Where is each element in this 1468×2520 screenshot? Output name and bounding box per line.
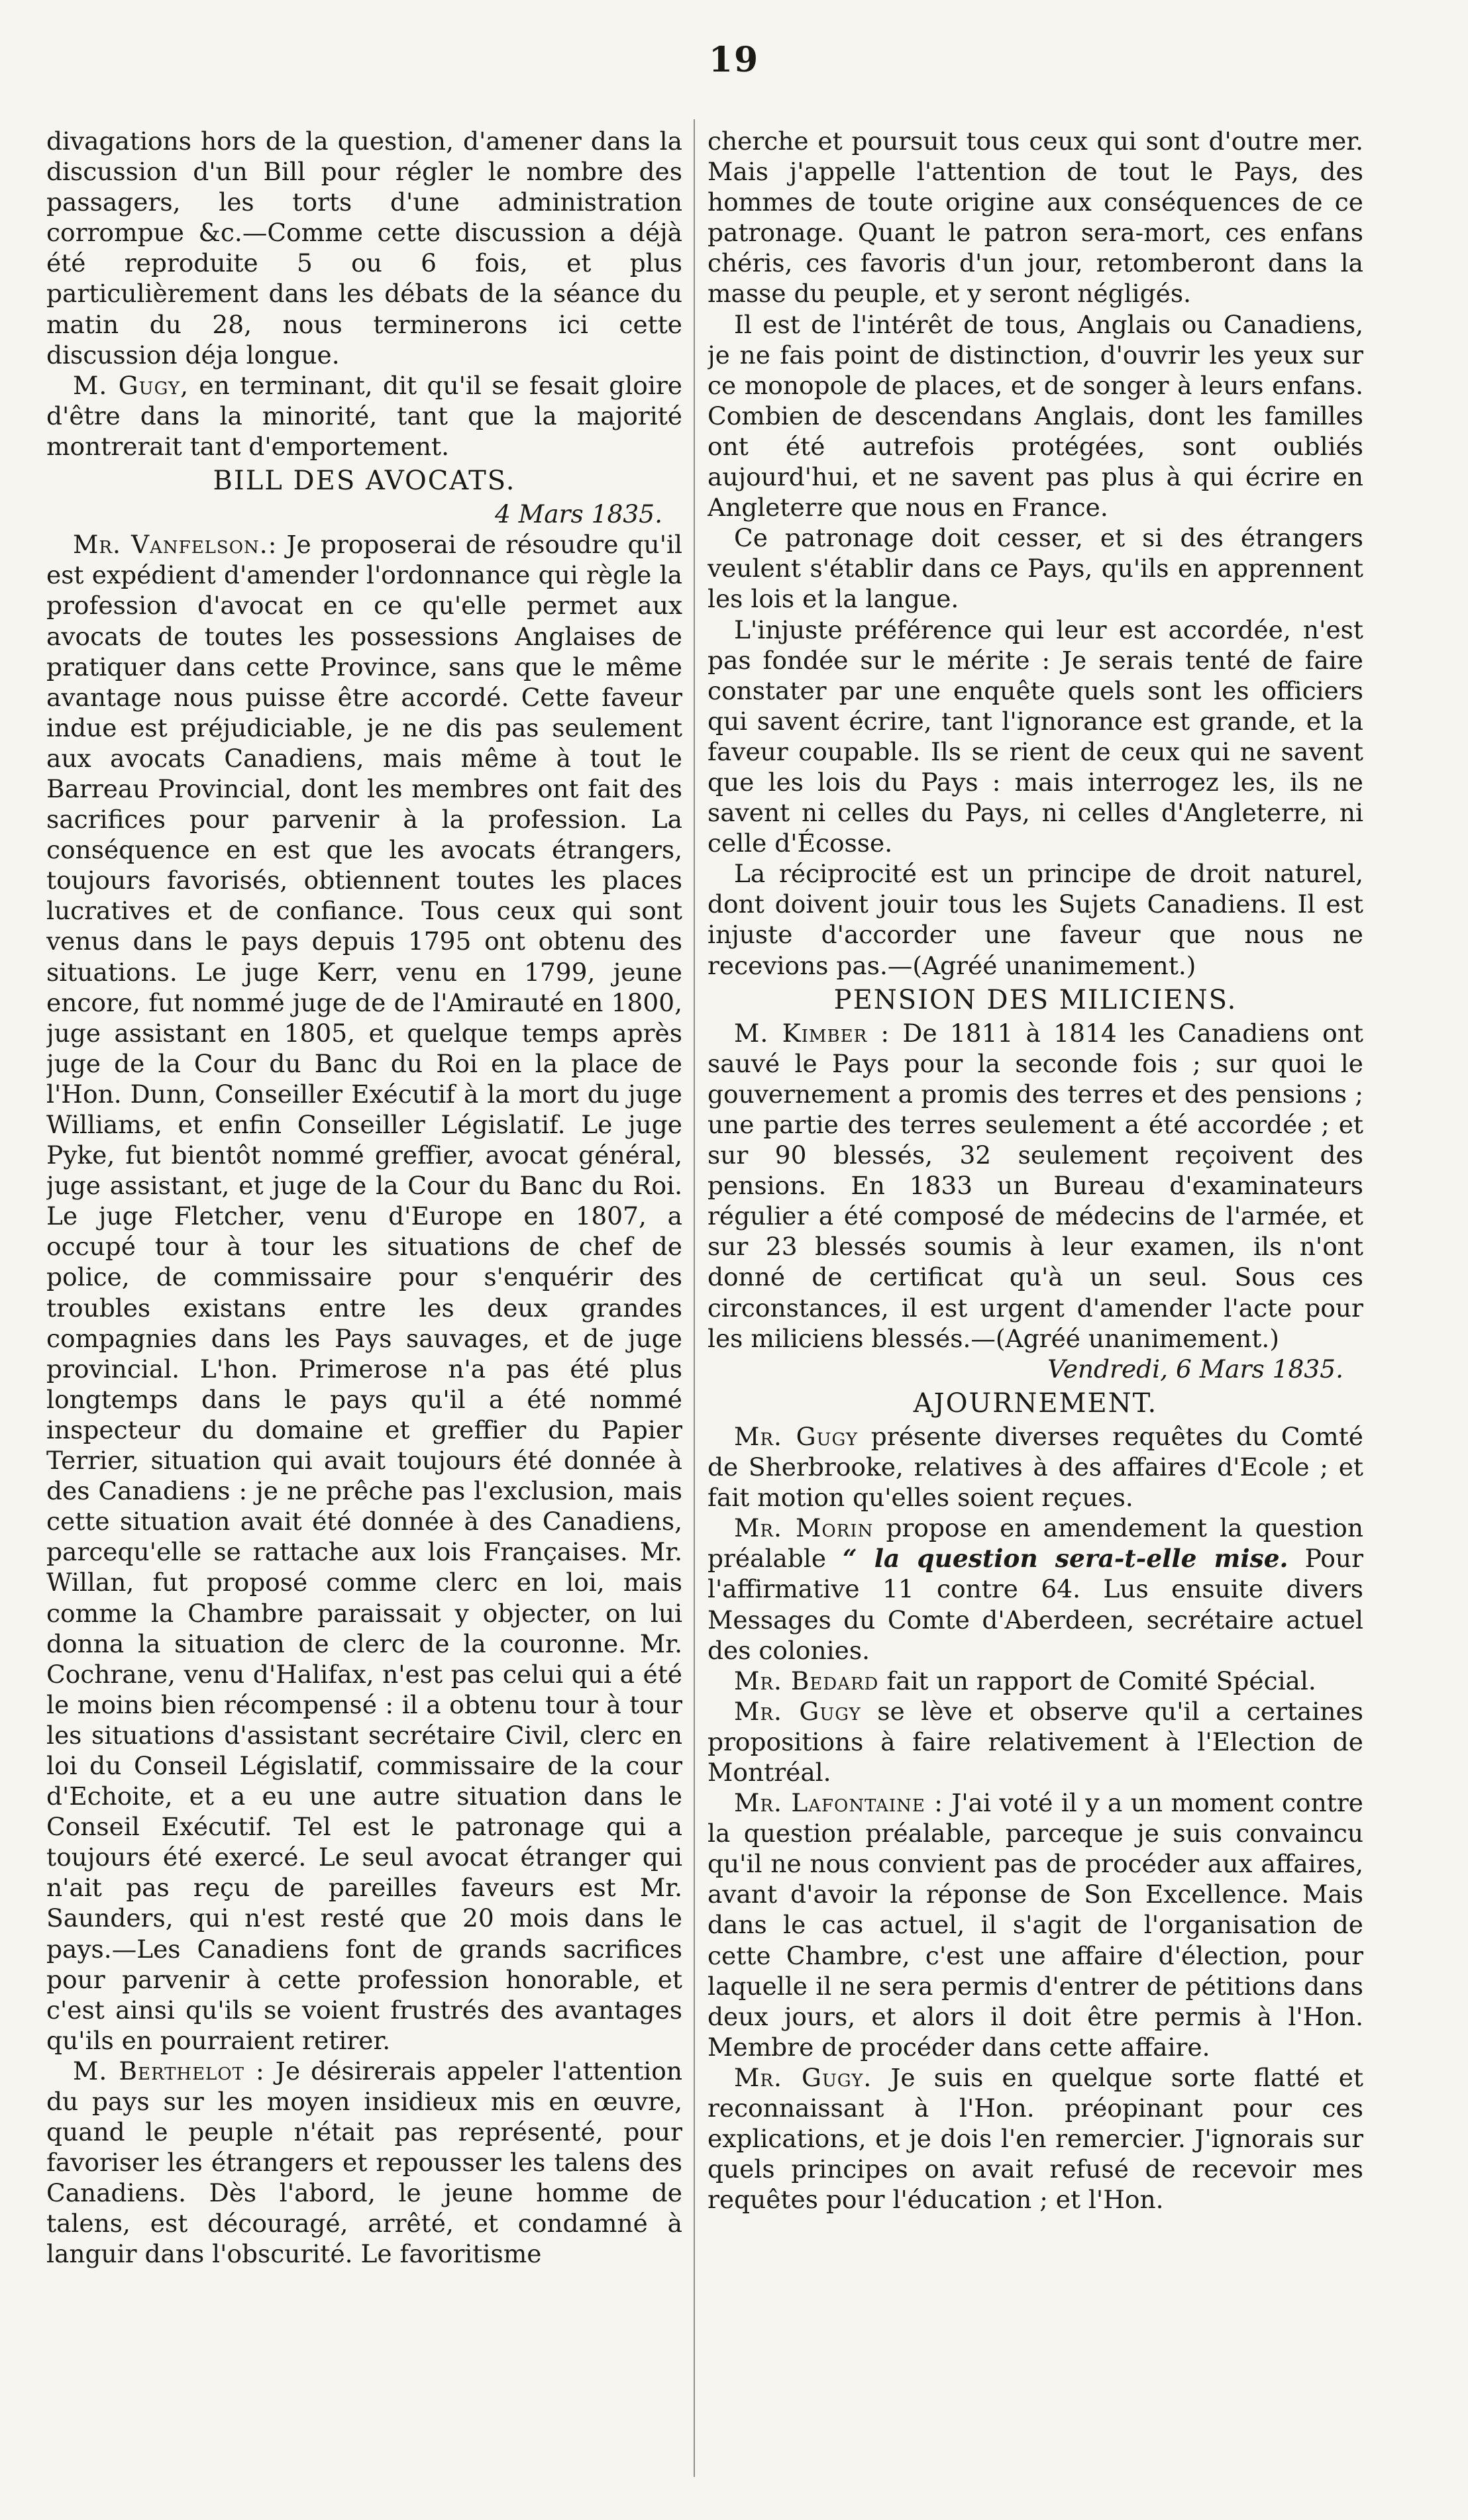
speaker-name: Mr. Gugy bbox=[734, 1421, 858, 1451]
paragraph-text: propose en amendement la question préalable bbox=[708, 1513, 1363, 1574]
section-heading: PENSION DES MILICIENS. bbox=[833, 984, 1237, 1015]
paragraph bbox=[46, 370, 682, 462]
speaker-name: Mr. Bedard bbox=[734, 1666, 879, 1695]
left-column bbox=[46, 126, 682, 2484]
paragraph bbox=[708, 2062, 1363, 2215]
paragraph: Il est de l'intérêt de tous, Anglais ou Canadiens, je ne fais point de distinction, d'ouvrir les yeux sur ce monopole de places, et de songer à leurs enfans. Combien de descendans Anglais, dont les familles ont été autrefois protégées, sont oubliés aujourd'hui, et ne savent pas plus à qui écrire en Angleterre que nous en France. bbox=[708, 309, 1363, 523]
paragraph-text: se lève et observe qu'il a certaines propositions à faire relativement à l'Election de Montréal. bbox=[708, 1696, 1363, 1787]
paragraph-text: présente diverses requêtes du Comté de Sherbrooke, relatives à des affaires d'Ecole ; et fait motion qu'elles soient reçues. bbox=[708, 1421, 1363, 1513]
speaker-name: Mr. Morin bbox=[734, 1513, 874, 1543]
paragraph bbox=[708, 1788, 1363, 2062]
speaker-name: M. Berthelot : bbox=[73, 2056, 265, 2086]
paragraph: L'injuste préférence qui leur est accordée, n'est pas fondée sur le mérite : Je serais tenté de faire constater par une enquête quels sont les officiers qui savent écrire, tant l'ignorance est grande, et la faveur coupable. Ils se rient de ceux qui ne savent que les lois du Pays : mais interrogez les, ils ne savent ni celles du Pays, ni celles d'Angleterre, ni celle d'Écosse. bbox=[708, 615, 1363, 858]
right-column bbox=[708, 126, 1363, 2484]
paragraph bbox=[46, 529, 682, 2056]
paragraph-text: Je désirerais appeler l'attention du pays sur les moyen insidieux mis en œuvre, quand le peuple n'était pas représenté, pour favoriser les étrangers et repousser les talens des Canadiens. Dès l'abord, le jeune homme de talens, est découragé, arrêté, et condamné à languir dans l'obscurité. Le favoritisme bbox=[46, 2056, 682, 2269]
paragraph-text: Je proposerai de résoudre qu'il est expédient d'amender l'ordonnance qui règle la profession d'avocat en ce qu'elle permet aux avocats de toutes les possessions Anglaises de pratiquer dans cette Province, sans que le même avantage nous puisse être accordé. Cette faveur indue est préjudiciable, je ne dis pas seulement aux avocats Canadiens, mais même à tout le Barreau Provincial, dont les membres ont fait des sacrifices pour parvenir à la profession. La conséquence en est que les avocats étrangers, toujours favorisés, obtiennent toutes les places lucratives et de confiance. Tous ceux qui sont venus dans le pays depuis 1795 ont obtenu des situations. Le juge Kerr, venu en 1799, jeune encore, fut nommé juge de de l'Amirauté en 1800, juge assistant en 1805, et quelque temps après juge de la Cour du Banc du Roi en la place de l'Hon. Dunn, Conseiller Exécutif à la mort du juge Williams, et enfin Conseiller Législatif. Le juge Pyke, fut bientôt nommé greffier, avocat général, juge assistant, et juge de la Cour du Banc du Roi. Le juge Fletcher, venu d'Europe en 1807, a occupé tour à tour les situations de chef de police, de commissaire pour s'enquérir des troubles existans entre les deux grandes compagnies dans les Pays sauvages, et de juge provincial. L'hon. Primerose n'a pas été plus longtemps dans le pays qu'il a été nommé inspecteur du domaine et greffier du Papier Terrier, situation qui avait toujours été donnée à des Canadiens : je ne prêche pas l'exclusion, mais cette situation avait été donnée à des Canadiens, parcequ'elle se rattache aux lois Françaises. Mr. Willan, fut proposé comme clerc en loi, mais comme la Chambre paraissait y objecter, on lui donna la situation de clerc de la couronne. Mr. Cochrane, venu d'Halifax, n'est pas celui qui a été le moins bien récompensé : il a obtenu tour à tour les situations d'assistant secrétaire Civil, clerc en loi du Conseil Législatif, commissaire de la cour d'Echoite, et a eu une autre situation dans le Conseil Exécutif. Tel est le patronage qui a toujours été exercé. Le seul avocat étranger qui n'ait pas reçu de pareilles faveurs est Mr. Saunders, qui n'est resté que 20 mois dans le pays.—Les Canadiens font de grands sacrifices pour parvenir à cette profession honorable, et c'est ainsi qu'ils se voient frustrés des avantages qu'ils en pourraient retirer. bbox=[46, 530, 682, 2055]
dateline: Vendredi, 6 Mars 1835. bbox=[1047, 1354, 1343, 1384]
quoted-motion: “ la question sera-t-elle mise. bbox=[843, 1544, 1288, 1574]
paragraph bbox=[708, 1018, 1363, 1354]
paragraph: cherche et poursuit tous ceux qui sont d'outre mer. Mais j'appelle l'attention de tout le Pays, des hommes de toute origine aux conséquences de ce patronage. Quant le patron sera-mort, ces enfans chéris, ces favoris d'un jour, retomberont dans la masse du peuple, et y seront négligés. bbox=[708, 126, 1363, 309]
section-heading: AJOURNEMENT. bbox=[913, 1387, 1158, 1419]
paragraph: La réciprocité est un principe de droit naturel, dont doivent jouir tous les Sujets Canadiens. Il est injuste d'accorder une faveur que nous ne recevions pas.—(Agréé unanimement.) bbox=[708, 859, 1363, 980]
paragraph-text: fait un rapport de Comité Spécial. bbox=[878, 1666, 1316, 1695]
speaker-name: M. Gugy, bbox=[73, 370, 189, 400]
paragraph bbox=[46, 2056, 682, 2270]
paragraph-text: en terminant, dit qu'il se fesait gloire d'être dans la minorité, tant que la majorité montrerait tant d'emportement. bbox=[46, 370, 682, 461]
speaker-name: Mr. Gugy. bbox=[734, 2062, 872, 2092]
paragraph-text: J'ai voté il y a un moment contre la question préalable, parceque je suis convaincu qu'il ne nous convient pas de procéder aux affaires, avant d'avoir la réponse de Son Excellence. Mais dans le cas actuel, il s'agit de l'organisation de cette Chambre, c'est une affaire d'élection, pour laquelle il ne sera permis d'entrer de pétitions dans deux jours, et alors il doit être permis à l'Hon. Membre de procéder dans cette affaire. bbox=[708, 1788, 1363, 2062]
paragraph: divagations hors de la question, d'amener dans la discussion d'un Bill pour régler le nombre des passagers, les torts d'une administration corrompue &c.—Comme cette discussion a déjà été reproduite 5 ou 6 fois, et plus particulièrement dans les débats de la séance du matin du 28, nous terminerons ici cette discussion déja longue. bbox=[46, 126, 682, 370]
paragraph bbox=[708, 1513, 1363, 1665]
paragraph bbox=[708, 1666, 1363, 1696]
paragraph-text: Je suis en quelque sorte flatté et reconnaissant à l'Hon. préopinant pour ces explications, et je dois l'en remercier. J'ignorais sur quels principes on avait refusé de recevoir mes requêtes pour l'éducation ; et l'Hon. bbox=[708, 2062, 1363, 2215]
paragraph-text: De 1811 à 1814 les Canadiens ont sauvé le Pays pour la seconde fois ; sur quoi le gouvernement a promis des terres et des pensions ; une partie des terres seulement a été accordée ; et sur 90 blessés, 32 seulement reçoivent des pensions. En 1833 un Bureau d'examinateurs régulier a été composé de médecins de l'armée, et sur 23 blessés soumis à leur examen, ils n'ont donné de certificat qu'à un seul. Sous ces circonstances, il est urgent d'amender l'acte pour les miliciens blessés.—(Agréé unanimement.) bbox=[708, 1018, 1363, 1353]
speaker-name: Mr. Vanfelson.: bbox=[73, 530, 278, 560]
section-heading: BILL DES AVOCATS. bbox=[213, 466, 516, 497]
paragraph-text: Pour l'affirmative 11 contre 64. Lus ensuite divers Messages du Comte d'Aberdeen, secrétaire actuel des colonies. bbox=[708, 1544, 1363, 1665]
speaker-name: Mr. Gugy bbox=[734, 1696, 861, 1726]
speaker-name: M. Kimber : bbox=[734, 1018, 890, 1048]
paragraph bbox=[708, 1696, 1363, 1788]
paragraph bbox=[708, 1421, 1363, 1513]
speaker-name: Mr. Lafontaine : bbox=[734, 1788, 943, 1818]
paragraph: Ce patronage doit cesser, et si des étrangers veulent s'établir dans ce Pays, qu'ils en apprennent les lois et la langue. bbox=[708, 523, 1363, 614]
column-divider bbox=[694, 119, 695, 2477]
dateline: 4 Mars 1835. bbox=[495, 499, 662, 529]
page-number: 19 bbox=[708, 40, 760, 80]
